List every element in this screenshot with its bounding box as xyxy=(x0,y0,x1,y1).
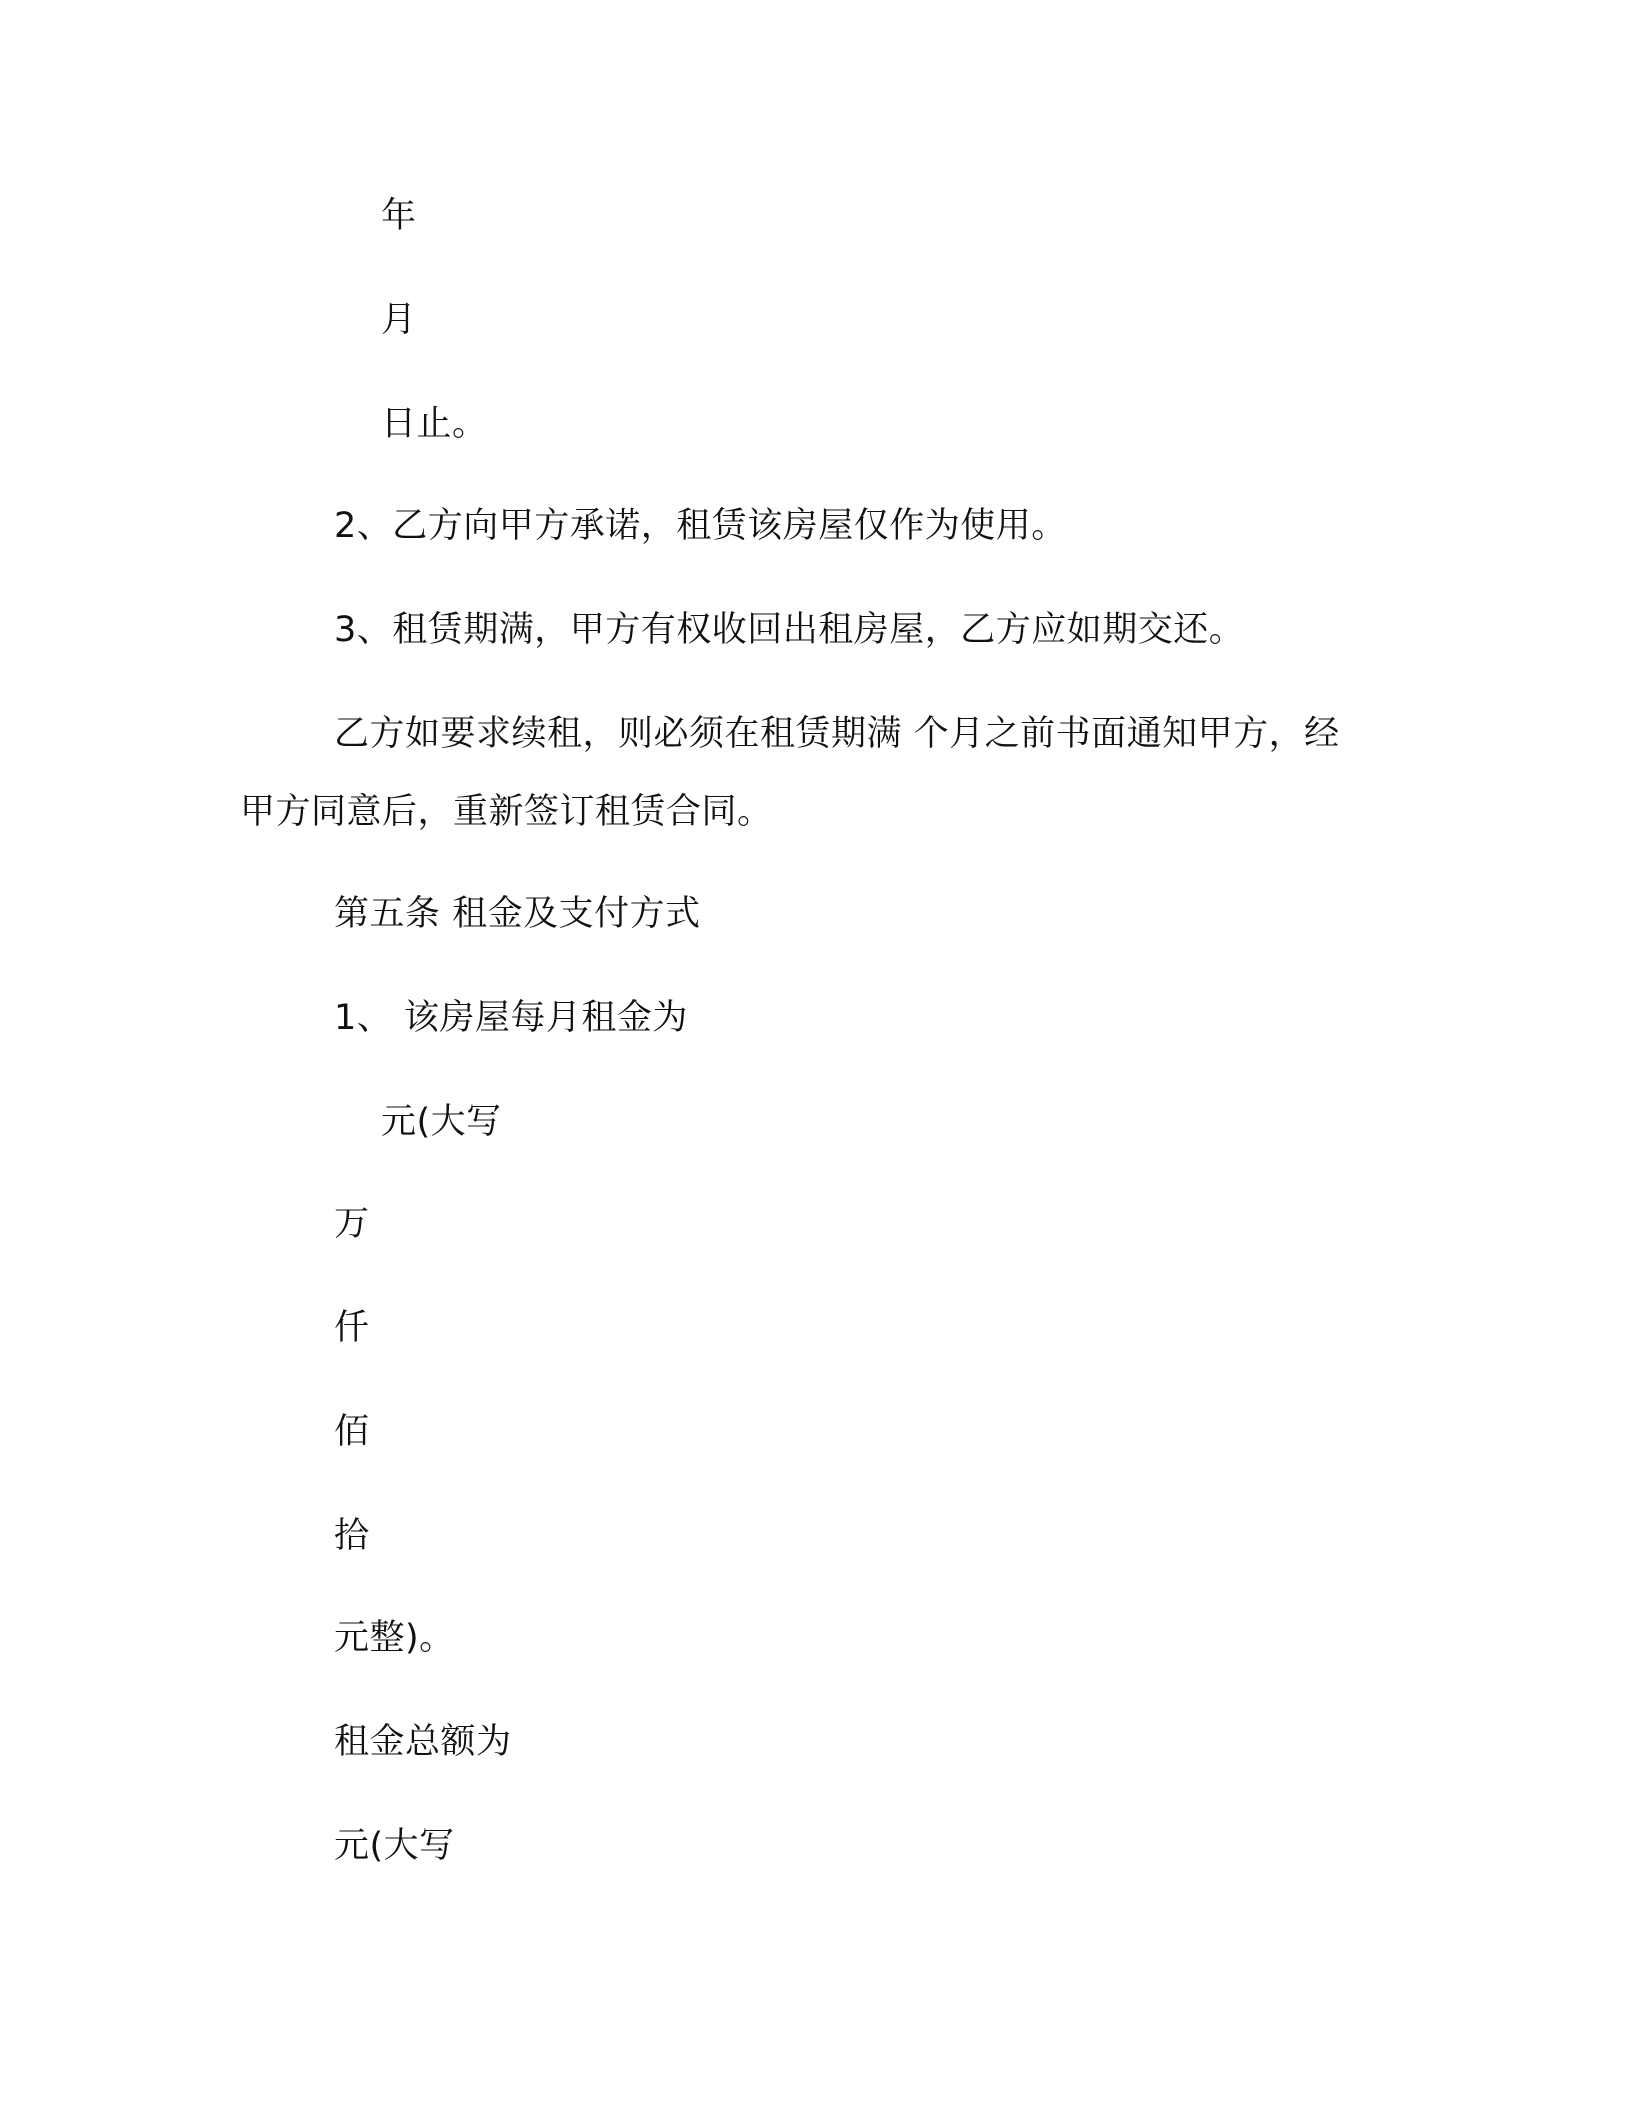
text-line: 拾 xyxy=(334,1516,370,1556)
text-line: 万 xyxy=(334,1204,370,1244)
clause-3-line: 3、租赁期满，甲方有权收回出租房屋，乙方应如期交还。 xyxy=(334,610,1245,650)
text-line: 月 xyxy=(381,300,417,340)
article-5-heading: 第五条 租金及支付方式 xyxy=(334,894,701,934)
text-line: 元(大写 xyxy=(381,1102,502,1142)
renewal-paragraph-line-2: 甲方同意后，重新签订租赁合同。 xyxy=(240,792,773,832)
monthly-rent-line: 1、 该房屋每月租金为 xyxy=(334,998,688,1038)
renewal-paragraph-line-1: 乙方如要求续租，则必须在租赁期满 个月之前书面通知甲方，经 xyxy=(334,714,1340,754)
text-line: 元整)。 xyxy=(334,1618,455,1658)
text-line: 佰 xyxy=(334,1412,370,1452)
total-rent-line: 租金总额为 xyxy=(334,1722,512,1762)
text-line: 仟 xyxy=(334,1308,370,1348)
text-line: 元(大写 xyxy=(334,1826,455,1866)
clause-2-line: 2、乙方向甲方承诺，租赁该房屋仅作为使用。 xyxy=(334,506,1067,546)
text-line: 年 xyxy=(381,196,417,236)
text-line: 日止。 xyxy=(381,404,488,444)
